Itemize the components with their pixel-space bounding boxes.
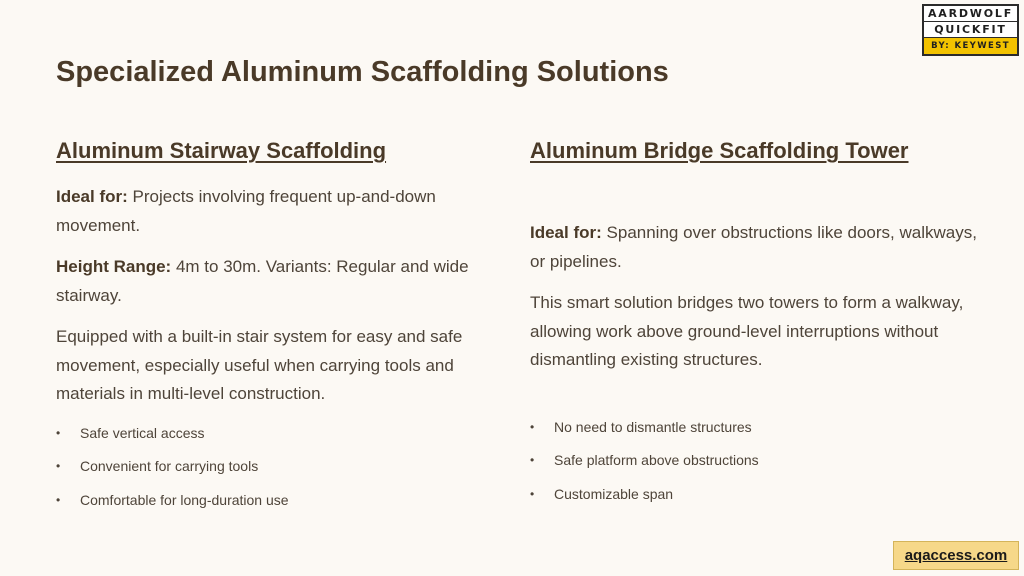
list-item: • Comfortable for long-duration use — [56, 490, 486, 524]
stairway-height-text: 4m to 30m. Variants: Regular and wide stairway. — [56, 257, 469, 305]
logo-line-2: QUICKFIT — [924, 22, 1017, 38]
logo-line-1: AARDWOLF — [924, 6, 1017, 22]
stairway-bullet-list — [56, 423, 486, 524]
stairway-section — [56, 138, 486, 523]
website-link[interactable]: aqaccess.com — [904, 547, 1008, 564]
bridge-heading: Aluminum Bridge Scaffolding Tower — [530, 138, 909, 163]
stairway-height-label: Height Range: — [56, 257, 172, 276]
bridge-ideal-text: Spanning over obstructions like doors, walkways, or pipelines. — [530, 223, 977, 271]
list-item: • Safe vertical access — [56, 423, 486, 457]
website-link-box — [893, 541, 1019, 570]
stairway-ideal-text: Projects involving frequent up-and-down movement. — [56, 187, 436, 235]
stairway-height — [56, 253, 486, 310]
stairway-heading: Aluminum Stairway Scaffolding — [56, 138, 387, 163]
logo-line-3: BY: KEYWEST — [924, 38, 1017, 54]
stairway-ideal — [56, 183, 486, 240]
bridge-bullet-list — [530, 417, 980, 518]
company-logo — [922, 4, 1019, 56]
stairway-ideal-label: Ideal for: — [56, 187, 128, 206]
bridge-ideal — [530, 219, 980, 276]
page-title: Specialized Aluminum Scaffolding Solutions — [56, 56, 669, 88]
bridge-description: This smart solution bridges two towers to form a walkway, allowing work above ground-level interruptions without dismantling existing structures. — [530, 293, 964, 369]
list-item: • Customizable span — [530, 484, 980, 518]
bridge-section — [530, 138, 980, 517]
list-item: • Safe platform above obstructions — [530, 450, 980, 484]
stairway-description: Equipped with a built-in stair system for easy and safe movement, especially useful when carrying tools and materials in multi-level construction. — [56, 327, 463, 403]
bridge-ideal-label: Ideal for: — [530, 223, 602, 242]
list-item: • Convenient for carrying tools — [56, 456, 486, 490]
list-item: • No need to dismantle structures — [530, 417, 980, 451]
